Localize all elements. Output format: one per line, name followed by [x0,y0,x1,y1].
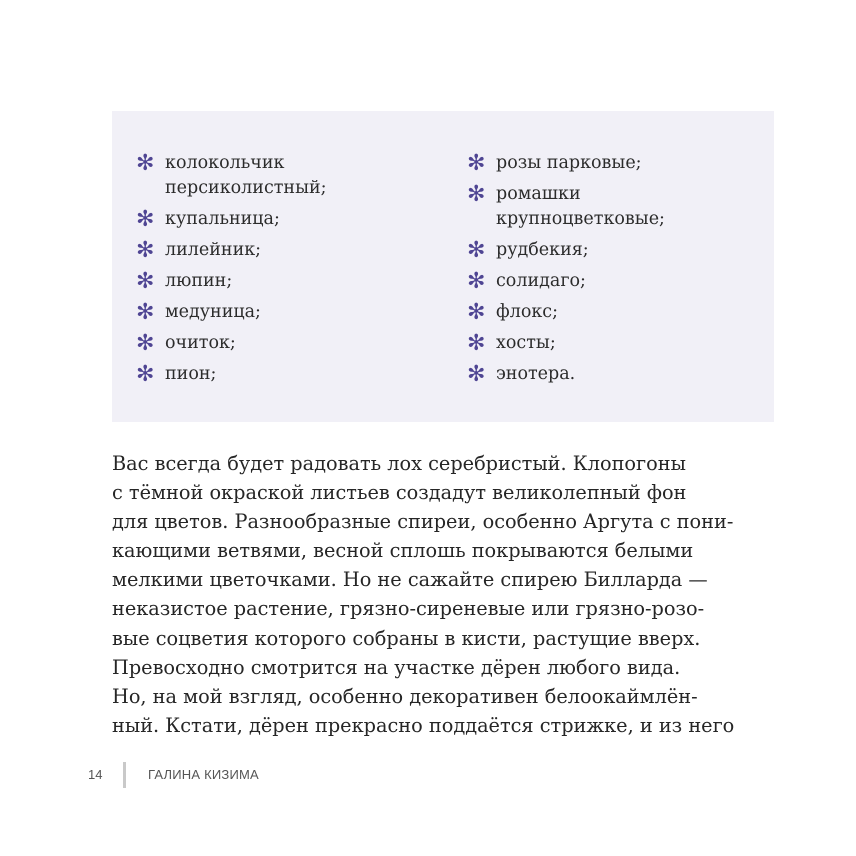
asterisk-bullet-icon: ✻ [136,207,155,232]
plant-list-item-text: ромашки [496,184,581,204]
plant-list-item-text: розы парковые; [496,153,642,173]
page-number: 14 [88,767,103,782]
plant-list-item [136,151,436,201]
paragraph-line: Но, на мой взгляд, особенно декоративен белоокаймлён- [112,684,698,708]
plant-list-item [136,207,436,232]
paragraph-line: неказистое растение, грязно-сиреневые или грязно-розо- [112,597,705,621]
paragraph-line: с тёмной окраской листьев создадут великолепный фон [112,481,687,505]
plant-list-item [136,362,436,387]
plant-list-item-text: медуница; [165,302,261,322]
asterisk-bullet-icon: ✻ [467,238,486,263]
body-paragraph [112,449,782,740]
plant-list-item [136,238,436,263]
paragraph-line: Превосходно смотрится на участке дёрен любого вида. [112,655,681,679]
paragraph-line: Вас всегда будет радовать лох серебристый. Клопогоны [112,452,686,475]
plant-list-item-text: хосты; [496,333,556,353]
plant-list-box [112,111,774,422]
plant-list-item [467,300,767,325]
paragraph-line: мелкими цветочками. Но не сажайте спирею Билларда — [112,568,708,592]
asterisk-bullet-icon: ✻ [467,300,486,325]
paragraph-line: кающими ветвями, весной сплошь покрываются белыми [112,539,694,563]
plant-list-left-column [136,151,436,393]
plant-list-item [467,238,767,263]
plant-list-item-text: люпин; [165,271,233,291]
plant-list-item [136,331,436,356]
plant-list-item [136,300,436,325]
plant-list-item-text: колокольчик [165,153,285,173]
asterisk-bullet-icon: ✻ [136,331,155,356]
plant-list-item-text: лилейник; [165,240,262,260]
plant-list-right-column [467,151,767,393]
running-author: ГАЛИНА КИЗИМА [148,767,259,782]
asterisk-bullet-icon: ✻ [467,151,486,176]
paragraph-line: для цветов. Разнообразные спиреи, особенно Аргута с пони- [112,510,734,534]
asterisk-bullet-icon: ✻ [467,331,486,356]
plant-list-item [467,182,767,232]
asterisk-bullet-icon: ✻ [136,238,155,263]
asterisk-bullet-icon: ✻ [467,182,486,207]
plant-list-item-text: купальница; [165,209,280,229]
plant-list-item-text: флокс; [496,302,558,322]
plant-list-item [136,269,436,294]
plant-list-item [467,331,767,356]
plant-list-item-text: пион; [165,364,217,384]
plant-list-item-text: солидаго; [496,271,586,291]
plant-list-item [467,151,767,176]
plant-list-item-text: очиток; [165,333,236,353]
plant-list-item-text: энотера. [496,364,576,384]
asterisk-bullet-icon: ✻ [136,362,155,387]
asterisk-bullet-icon: ✻ [467,269,486,294]
asterisk-bullet-icon: ✻ [136,300,155,325]
plant-list-item [467,362,767,387]
plant-list-item-text: крупноцветковые; [496,209,665,229]
paragraph-line: ный. Кстати, дёрен прекрасно поддаётся стрижке, и из него [112,713,735,737]
footer-divider [123,762,126,788]
asterisk-bullet-icon: ✻ [136,151,155,176]
asterisk-bullet-icon: ✻ [467,362,486,387]
plant-list-item-text: рудбекия; [496,240,589,260]
asterisk-bullet-icon: ✻ [136,269,155,294]
plant-list-item-text: персиколистный; [165,178,327,198]
plant-list-item [467,269,767,294]
paragraph-line: вые соцветия которого собраны в кисти, растущие вверх. [112,626,701,650]
page-footer [0,762,856,788]
